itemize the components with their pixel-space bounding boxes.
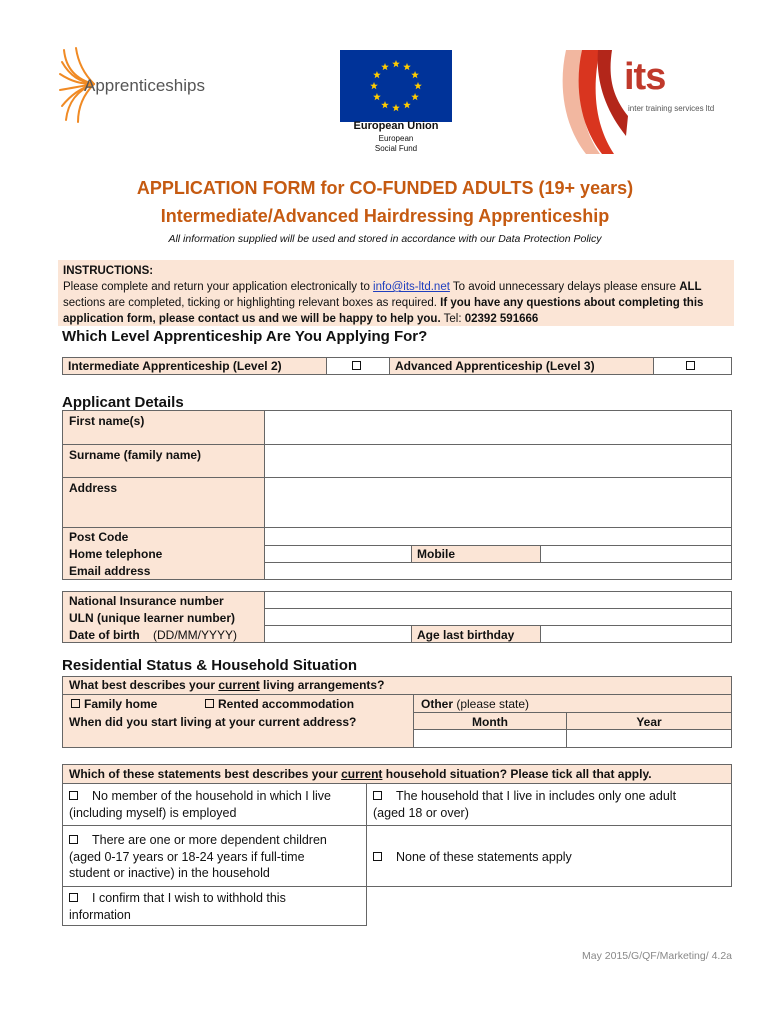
email-address-label: Email address <box>69 564 151 578</box>
surname-input[interactable] <box>265 445 731 477</box>
its-logo <box>556 46 746 156</box>
rented-checkbox[interactable] <box>205 699 214 708</box>
instructions-heading: INSTRUCTIONS: <box>63 265 154 277</box>
advanced-level-label: Advanced Apprenticeship (Level 3) <box>390 358 653 374</box>
surname-label: Surname (family name) <box>69 448 202 462</box>
uln-label: ULN (unique learner number) <box>69 611 236 625</box>
instructions-box <box>58 260 734 326</box>
email-address-input[interactable] <box>265 563 731 579</box>
dob-label: Date of birth (DD/MM/YYYY) <box>69 628 238 642</box>
mobile-input[interactable] <box>541 546 731 562</box>
telephone-number: 02392 591666 <box>464 313 539 325</box>
none-apply-checkbox[interactable] <box>373 852 382 861</box>
intermediate-level-label: Intermediate Apprenticeship (Level 2) <box>63 358 326 374</box>
living-arrangements-question: What best describes your current living arrangements? <box>69 678 385 692</box>
its-wordmark: its <box>624 56 666 98</box>
address-input[interactable] <box>265 478 731 527</box>
eu-logo <box>340 50 452 154</box>
mobile-label: Mobile <box>417 547 455 561</box>
age-input[interactable] <box>541 626 731 642</box>
eu-flag-icon <box>340 50 452 122</box>
year-input[interactable] <box>567 730 731 747</box>
post-code-input[interactable] <box>265 528 731 545</box>
no-employed-checkbox[interactable] <box>69 791 78 800</box>
home-telephone-input[interactable] <box>265 546 411 562</box>
month-input[interactable] <box>414 730 566 747</box>
age-label: Age last birthday <box>417 628 515 642</box>
family-home-checkbox[interactable] <box>71 699 80 708</box>
withhold-checkbox[interactable] <box>69 893 78 902</box>
month-label: Month <box>472 715 508 729</box>
address-label: Address <box>69 481 118 495</box>
applicant-heading: Applicant Details <box>62 394 184 411</box>
advanced-level-checkbox[interactable] <box>654 358 731 374</box>
data-protection-note: All information supplied will be used and stored in accordance with our Data Protection Policy <box>168 233 602 245</box>
ni-number-label: National Insurance number <box>69 594 224 608</box>
family-home-option[interactable]: Family home <box>66 695 162 714</box>
its-emblem-icon <box>556 46 630 156</box>
its-tagline: inter training services ltd <box>628 104 715 113</box>
level-heading: Which Level Apprenticeship Are You Applying For? <box>62 328 428 345</box>
household-option-dependent-children[interactable]: There are one or more dependent children (aged 0-17 years or 18-24 years if full-time student or inactive) in the household <box>69 833 327 880</box>
eu-label-line3: Social Fund <box>374 144 418 153</box>
dependent-children-checkbox[interactable] <box>69 835 78 844</box>
dob-input[interactable] <box>265 626 411 642</box>
home-telephone-label: Home telephone <box>69 547 163 561</box>
household-option-no-employed[interactable]: No member of the household in which I live (including myself) is employed <box>69 789 332 820</box>
eu-label-line1: European Union <box>353 120 439 132</box>
household-option-none[interactable]: None of these statements apply <box>368 848 728 867</box>
year-label: Year <box>636 715 662 729</box>
form-title-line2: Intermediate/Advanced Hairdressing Apprenticeship <box>160 206 610 226</box>
first-name-input[interactable] <box>265 411 731 444</box>
instructions-text: Please complete and return your application electronically to info@its-ltd.net To avoid unnecessary delays please ensure ALL sections are completed, ticking or highlighting relevant boxes as required. If you have any questions about completing this application form, please contact us and we will be happy to help you. Tel: 02392 591666 <box>63 281 704 325</box>
intermediate-level-checkbox[interactable] <box>327 358 389 374</box>
apprenticeships-logo <box>58 44 238 124</box>
household-option-withhold[interactable]: I confirm that I wish to withhold this information <box>69 891 286 922</box>
first-name-label: First name(s) <box>69 414 145 428</box>
one-adult-checkbox[interactable] <box>373 791 382 800</box>
eu-label-line2: European <box>378 134 414 143</box>
ni-number-input[interactable] <box>265 592 731 608</box>
dob-format: (DD/MM/YYYY) <box>153 628 238 642</box>
residential-heading: Residential Status & Household Situation <box>62 657 358 674</box>
start-living-question: When did you start living at your current address? <box>69 715 357 729</box>
form-title-line1: APPLICATION FORM for CO-FUNDED ADULTS (19+ years) <box>136 178 634 198</box>
footer-reference: May 2015/G/QF/Marketing/ 4.2a <box>582 950 732 962</box>
other-option[interactable]: Other (please state) <box>421 697 530 711</box>
household-question: Which of these statements best describes your current household situation? Please tick all that apply. <box>69 767 652 781</box>
post-code-label: Post Code <box>69 530 129 544</box>
household-option-one-adult[interactable]: The household that I live in includes only one adult (aged 18 or over) <box>373 789 677 820</box>
rented-option[interactable]: Rented accommodation <box>200 695 359 714</box>
email-link[interactable]: info@its-ltd.net <box>373 281 450 293</box>
uln-input[interactable] <box>265 609 731 625</box>
apprenticeships-wordmark: Apprenticeships <box>84 76 205 95</box>
